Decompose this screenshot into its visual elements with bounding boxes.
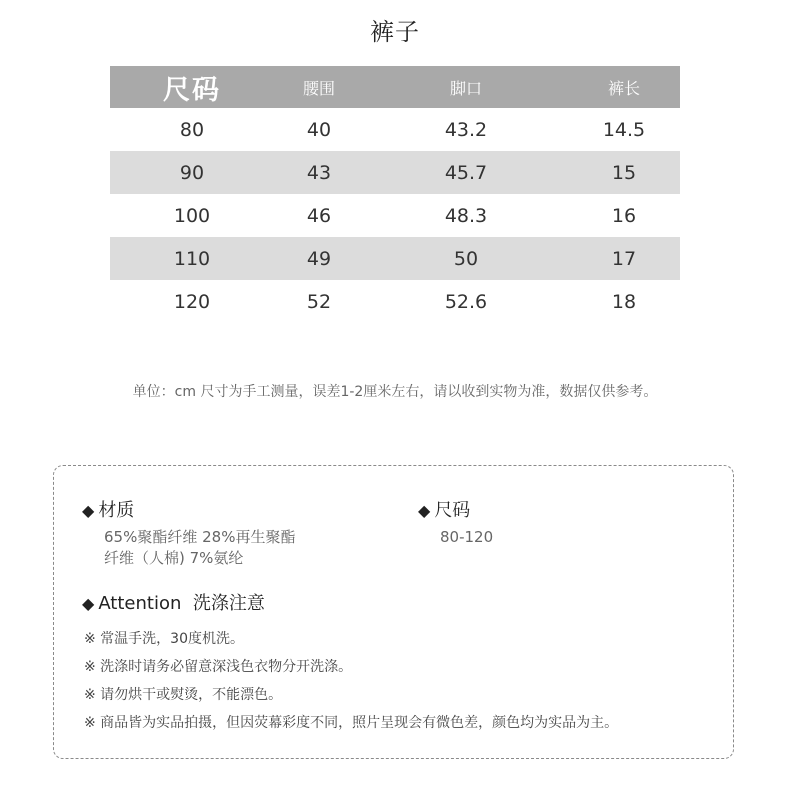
- care-item: ※ 请勿烘干或熨烫，不能漂色。: [84, 687, 283, 703]
- material-line-2: 纤维（人棉) 7%氨纶: [104, 549, 244, 567]
- table-row: [110, 280, 680, 323]
- cell-waist: 49: [306, 247, 332, 270]
- page-title: 裤子: [370, 18, 420, 46]
- cell-length: 16: [611, 204, 637, 227]
- table-header-row: [110, 66, 680, 108]
- care-item: ※ 商品皆为实品拍摄，但因荧幕彩度不同，照片呈现会有微色差，颜色均为实品为主。: [84, 715, 619, 731]
- material-label: 材质: [98, 500, 135, 521]
- cell-hem: 45.7: [444, 161, 488, 184]
- header-size: 尺码: [163, 74, 221, 106]
- cell-size: 90: [179, 161, 205, 184]
- size-table: [110, 66, 680, 323]
- material-heading: [82, 496, 134, 522]
- cell-size: 110: [173, 247, 211, 270]
- measurement-note: 单位：cm 尺寸为手工测量，误差1-2厘米左右，请以收到实物为准，数据仅供参考。: [132, 384, 658, 400]
- cell-length: 15: [611, 161, 637, 184]
- attention-heading: [82, 589, 265, 615]
- cell-size: 80: [179, 118, 205, 141]
- cell-waist: 46: [306, 204, 332, 227]
- cell-waist: 40: [306, 118, 332, 141]
- header-waist: 腰围: [302, 78, 335, 98]
- cell-waist: 43: [306, 161, 332, 184]
- table-row: [110, 237, 680, 280]
- cell-waist: 52: [306, 290, 332, 313]
- diamond-bullet-icon: ◆: [82, 594, 95, 613]
- table-row: [110, 151, 680, 194]
- diamond-bullet-icon: ◆: [418, 501, 431, 520]
- cell-hem: 50: [453, 247, 479, 270]
- product-info-box: [53, 465, 734, 759]
- material-text: [104, 527, 295, 569]
- size-range: 80-120: [440, 528, 494, 546]
- cell-hem: 43.2: [444, 118, 488, 141]
- cell-length: 17: [611, 247, 637, 270]
- header-hem: 脚口: [449, 78, 482, 98]
- cell-hem: 52.6: [444, 290, 488, 313]
- care-item: ※ 洗涤时请务必留意深浅色衣物分开洗涤。: [84, 659, 353, 675]
- table-row: [110, 194, 680, 237]
- table-row: [110, 108, 680, 151]
- diamond-bullet-icon: ◆: [82, 501, 95, 520]
- attention-label: Attention 洗涤注意: [98, 593, 265, 614]
- cell-length: 14.5: [602, 118, 646, 141]
- cell-size: 100: [173, 204, 211, 227]
- material-line-1: 65%聚酯纤维 28%再生聚酯: [104, 528, 296, 546]
- size-label: 尺码: [434, 500, 471, 521]
- cell-length: 18: [611, 290, 637, 313]
- cell-size: 120: [173, 290, 211, 313]
- cell-hem: 48.3: [444, 204, 488, 227]
- care-item: ※ 常温手洗，30度机洗。: [84, 631, 244, 647]
- header-length: 裤长: [607, 78, 640, 98]
- size-heading: [418, 496, 470, 522]
